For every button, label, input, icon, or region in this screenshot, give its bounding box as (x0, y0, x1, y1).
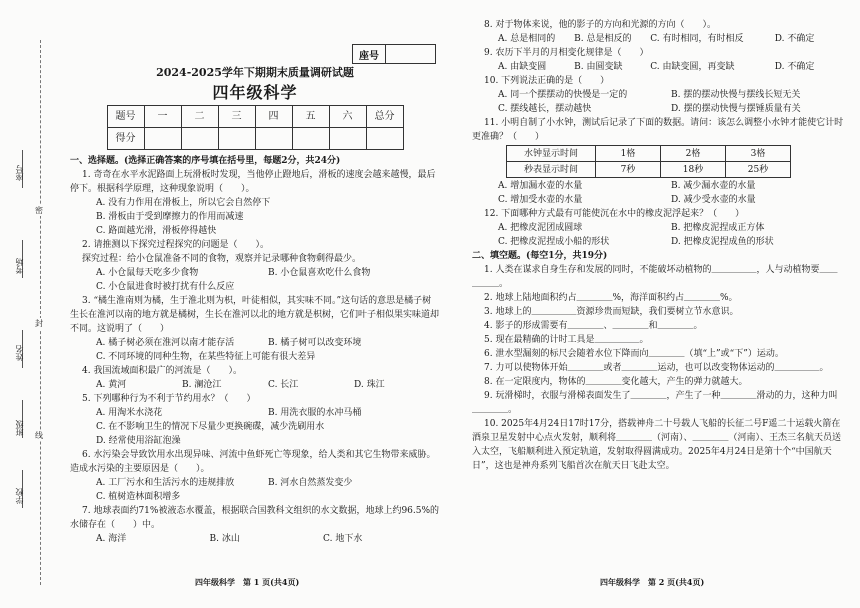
fill-2[interactable]: 2. 地球上陆地面积约占＿＿＿＿%，海洋面积约占＿＿＿＿%。 (484, 293, 738, 303)
option[interactable]: C. 增加受水壶的水量 (498, 195, 583, 205)
clock-cell: 3格 (726, 146, 791, 162)
option[interactable]: B. 橘子树可以改变环境 (268, 338, 362, 348)
option[interactable]: C. 有时相同，有时相反 (650, 34, 744, 44)
option[interactable]: A. 工厂污水和生活污水的违规排放 (96, 478, 235, 488)
option[interactable]: C. 小仓鼠进食时被打扰有什么反应 (96, 282, 235, 292)
score-head-6: 六 (329, 106, 366, 128)
option[interactable]: C. 长江 (268, 380, 299, 390)
seal-char-2: 封 (35, 319, 43, 328)
score-head-2: 二 (181, 106, 218, 128)
score-cell[interactable] (329, 128, 366, 150)
clock-cell: 1格 (596, 146, 661, 162)
subject-title: 四年级科学 (212, 83, 298, 102)
option[interactable]: C. 植树造林面积增多 (96, 492, 181, 502)
question-10: 10. 下列说法正确的是（ ） (484, 76, 610, 86)
question-1: 1. 奇奇在水平水泥路面上玩滑板时发现，当他停止蹬地后，滑板的速度会越来越慢，最后停下。根据科学原理，这种现象说明（ ）。 (70, 170, 436, 194)
option[interactable]: C. 摆线越长，摆动越快 (498, 104, 592, 114)
option[interactable]: B. 总是相反的 (574, 34, 632, 44)
option[interactable]: B. 减少漏水壶的水量 (671, 181, 756, 191)
option[interactable]: A. 橘子树必须在淮河以南才能存活 (96, 338, 235, 348)
score-cell[interactable] (218, 128, 255, 150)
section-2-title: 二、填空题。(每空1分，共19分) (472, 251, 608, 261)
option[interactable]: A. 总是相同的 (498, 34, 556, 44)
score-head-5: 五 (292, 106, 329, 128)
option[interactable]: D. 摆的摆动快慢与摆锤质量有关 (671, 104, 801, 114)
score-cell[interactable] (181, 128, 218, 150)
option[interactable]: D. 经常使用浴缸泡澡 (96, 436, 181, 446)
clock-cell: 7秒 (596, 162, 661, 178)
clock-header-2: 秒表显示时间 (507, 162, 596, 178)
question-9: 9. 农历下半月的月相变化规律是（ ） (484, 48, 649, 58)
option[interactable]: B. 把橡皮泥捏成正方体 (671, 223, 765, 233)
name-label: 姓名 (15, 345, 24, 361)
q10-options (472, 88, 844, 116)
page-1-footer: 四年级科学 第 1 页(共4页) (195, 577, 300, 587)
option[interactable]: B. 冰山 (209, 534, 240, 544)
seat-label: 座号 (353, 45, 386, 63)
question-8: 8. 对于物体来说，他的影子的方向和光源的方向（ ）。 (484, 20, 716, 30)
clock-header-1: 水钟显示时间 (507, 146, 596, 162)
score-cell[interactable] (366, 128, 403, 150)
question-6: 6. 水污染会导致饮用水出现异味、河流中鱼虾死亡等现象，给人类和其它生物带来威胁。造成水污染的主要原因是（ ）。 (70, 450, 436, 474)
page-1 (70, 40, 440, 546)
score-table (107, 105, 404, 150)
question-5: 5. 下列哪种行为不利于节约用水？（ ） (82, 394, 256, 404)
school-label: 学校 (15, 488, 24, 504)
option[interactable]: B. 摆的摆动快慢与摆线长短无关 (671, 90, 801, 100)
q9-options (472, 60, 844, 74)
q11-options (472, 179, 844, 207)
question-4: 4. 我国流域面积最广的河流是（ ）。 (82, 366, 242, 376)
fill-1[interactable]: 1. 人类在谋求自身生存和发展的同时，不能破坏动植物的＿＿＿＿＿，人与动植物要＿＿＿＿＿。 (472, 265, 838, 289)
option[interactable]: A. 用淘米水浇花 (96, 408, 163, 418)
fill-6[interactable]: 6. 泄水型漏刻的标尺会随着水位下降而向＿＿＿＿（填“上”或“下”）运动。 (484, 349, 784, 359)
option[interactable]: D. 不确定 (774, 34, 815, 44)
question-12: 12. 下面哪种方式最有可能使沉在水中的橡皮泥浮起来？（ ） (484, 209, 745, 219)
fill-4[interactable]: 4. 影子的形成需要有＿＿＿＿、＿＿＿＿和＿＿＿＿。 (484, 321, 703, 331)
score-cell[interactable] (255, 128, 292, 150)
option[interactable]: C. 在不影响卫生的情况下尽量少更换碗碟，减少洗刷用水 (96, 422, 325, 432)
score-head-3: 三 (218, 106, 255, 128)
option[interactable]: D. 不确定 (774, 62, 815, 72)
exam-room-label: 考场 (15, 258, 24, 274)
water-clock-table (506, 145, 791, 178)
fill-7[interactable]: 7. 力可以使物体开始＿＿＿＿或者＿＿＿＿运动，也可以改变物体运动的＿＿＿＿＿。 (484, 363, 829, 373)
seal-line (40, 40, 41, 585)
seal-char-3: 线 (35, 431, 43, 440)
question-11: 11. 小明自制了小水钟，测试后记录了下面的数据。请问：该怎么调整小水钟才能使它计时更准确？（ ） (472, 118, 844, 142)
option[interactable]: A. 没有力作用在滑板上，所以它会自然停下 (96, 198, 271, 208)
score-head-7: 总分 (366, 106, 403, 128)
q1-options (70, 196, 440, 238)
option[interactable]: B. 由圆变缺 (574, 62, 623, 72)
score-head-4: 四 (255, 106, 292, 128)
question-3: 3. “橘生淮南则为橘，生于淮北则为枳，叶徒相似，其实味不同。”这句话的意思是橘子树生长在淮河以南的地方就是橘树，生长在淮河以北的地方就是枳树，它们叶子相似果实味道却不同。这说明了（ ） (70, 296, 440, 334)
fill-8[interactable]: 8. 在一定限度内，物体的＿＿＿＿变化越大，产生的弹力就越大。 (484, 377, 748, 387)
fill-9[interactable]: 9. 玩滑梯时，衣服与滑梯表面发生了＿＿＿＿，产生了一种＿＿＿＿滑动的力，这种力叫＿＿＿＿。 (472, 391, 838, 415)
option[interactable]: B. 澜沧江 (182, 380, 222, 390)
q8-options (472, 32, 844, 46)
fill-3[interactable]: 3. 地球上的＿＿＿＿＿资源珍贵而短缺，我们要树立节水意识。 (484, 307, 739, 317)
option[interactable]: B. 滑板由于受到摩擦力的作用而减速 (96, 212, 244, 222)
option[interactable]: A. 把橡皮泥团成圆球 (498, 223, 583, 233)
class-label: 班级 (15, 420, 24, 436)
score-head-1: 一 (144, 106, 181, 128)
q3-options (70, 336, 440, 364)
option[interactable]: A. 海洋 (96, 534, 127, 544)
q5-options (70, 406, 440, 448)
binding-margin (0, 0, 52, 608)
q7-options (70, 532, 440, 546)
score-cell[interactable] (292, 128, 329, 150)
option[interactable]: C. 不同环境的同种生物，在某些特征上可能有很大差异 (96, 352, 316, 362)
q6-options (70, 476, 440, 504)
option[interactable]: B. 用洗衣服的水冲马桶 (268, 408, 362, 418)
option[interactable]: B. 河水自然蒸发变少 (268, 478, 353, 488)
option[interactable]: C. 地下水 (323, 534, 363, 544)
option[interactable]: A. 由缺变圆 (498, 62, 547, 72)
option[interactable]: D. 珠江 (354, 380, 385, 390)
q2-options (70, 266, 440, 294)
q4-options (70, 378, 440, 392)
score-head-0: 题号 (107, 106, 144, 128)
clock-cell: 18秒 (661, 162, 726, 178)
option[interactable]: C. 路面越光滑，滑板停得越快 (96, 226, 217, 236)
clock-cell: 25秒 (726, 162, 791, 178)
seal-char-1: 密 (35, 206, 43, 215)
option[interactable]: C. 由缺变圆，再变缺 (650, 62, 735, 72)
page-2 (472, 18, 844, 473)
option[interactable]: B. 小仓鼠喜欢吃什么食物 (268, 268, 371, 278)
clock-cell: 2格 (661, 146, 726, 162)
option[interactable]: A. 黄河 (96, 380, 127, 390)
score-row-label: 得分 (107, 128, 144, 150)
question-2: 2. 请推测以下探究过程探究的问题是（ ）。 (82, 240, 269, 250)
fill-10[interactable]: 10. 2025年4月24日17时17分，搭载神舟二十号载人飞船的长征二号F遥二十运载火箭在酒泉卫星发射中心点火发射，顺利将＿＿＿＿（河南）、＿＿＿＿（河南）、王杰三名航天员送入太空，飞船顺利进入预定轨道，发射取得圆满成功。2025年4月24日是第十个“中国航天日”，这也是神舟系列飞船首次在航天日飞赴太空。 (472, 419, 842, 471)
question-7: 7. 地球表面约71%被液态水覆盖，根据联合国教科文组织的水文数据，地球上约96.5%的水储存在（ ）中。 (70, 506, 440, 530)
section-1-title: 一、选择题。(选择正确答案的序号填在括号里，每题2分，共24分) (70, 156, 341, 166)
seat-no-label: 座号 (15, 165, 24, 181)
option[interactable]: A. 增加漏水壶的水量 (498, 181, 583, 191)
fill-5[interactable]: 5. 现在最精确的计时工具是＿＿＿＿＿。 (484, 335, 649, 345)
exam-title: 2024-2025学年下期期末质量调研试题 (156, 66, 354, 79)
option[interactable]: A. 小仓鼠每天吃多少食物 (96, 268, 199, 278)
option[interactable]: C. 把橡皮泥捏成小船的形状 (498, 237, 610, 247)
q12-options (472, 221, 844, 249)
question-2-process: 探究过程：给小仓鼠准备不同的食物，观察并记录哪种食物剩得最少。 (82, 254, 362, 264)
score-cell[interactable] (144, 128, 181, 150)
option[interactable]: D. 减少受水壶的水量 (671, 195, 756, 205)
option[interactable]: A. 同一个摆摆动的快慢是一定的 (498, 90, 628, 100)
page-2-footer: 四年级科学 第 2 页(共4页) (600, 577, 705, 587)
option[interactable]: D. 把橡皮泥捏成鱼的形状 (671, 237, 774, 247)
